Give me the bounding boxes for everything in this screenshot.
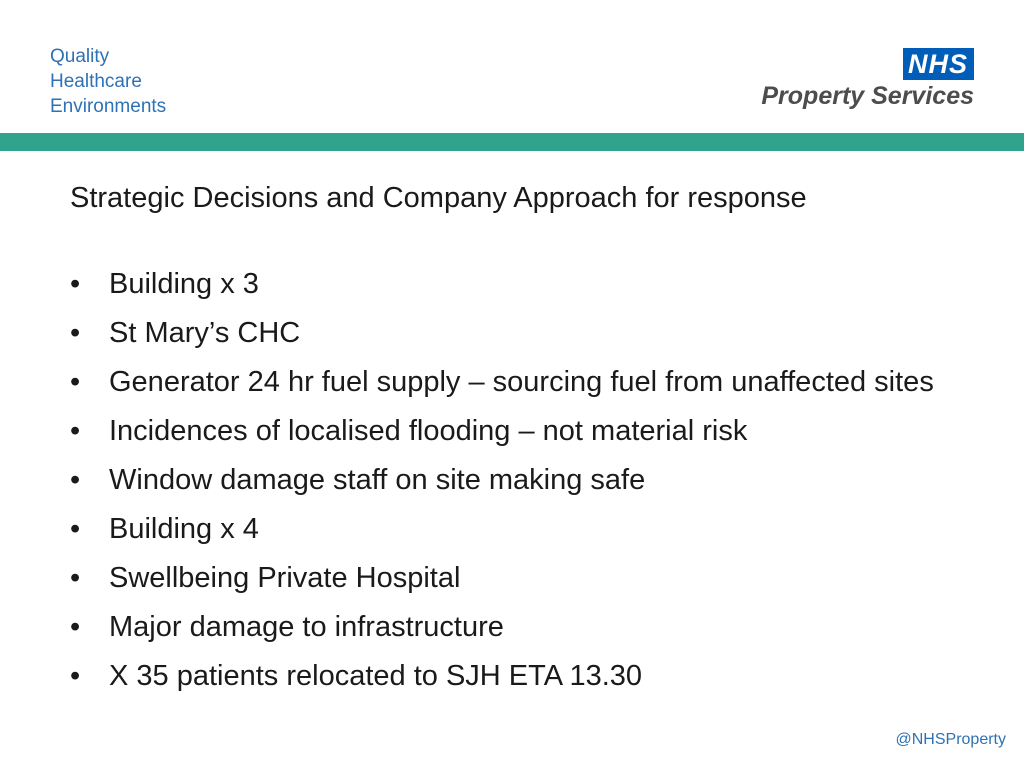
bullet-dot: • bbox=[70, 562, 81, 594]
qhe-logo-text bbox=[50, 44, 166, 119]
twitter-handle: @NHSProperty bbox=[895, 731, 1006, 748]
bullet-text: Window damage staff on site making safe bbox=[109, 464, 646, 496]
bullet-item bbox=[70, 607, 970, 647]
slide-title: Strategic Decisions and Company Approach for response bbox=[70, 182, 807, 214]
bullet-dot: • bbox=[70, 660, 81, 692]
bullet-text: Generator 24 hr fuel supply – sourcing fuel from unaffected sites bbox=[109, 366, 934, 398]
header-divider-bar bbox=[0, 133, 1024, 151]
bullet-text: Building x 3 bbox=[109, 268, 259, 300]
bullet-dot: • bbox=[70, 415, 81, 447]
bullet-item bbox=[70, 509, 970, 549]
bullet-text: X 35 patients relocated to SJH ETA 13.30 bbox=[109, 660, 643, 692]
bullet-dot: • bbox=[70, 366, 81, 398]
qhe-line-healthcare: Healthcare bbox=[50, 71, 142, 92]
bullet-item bbox=[70, 656, 970, 696]
bullet-dot: • bbox=[70, 317, 81, 349]
bullet-text: St Mary’s CHC bbox=[109, 317, 301, 349]
bullet-item bbox=[70, 264, 970, 304]
bullet-text: Swellbeing Private Hospital bbox=[109, 562, 461, 594]
bullet-dot: • bbox=[70, 268, 81, 300]
bullet-item bbox=[70, 411, 970, 451]
bullet-item bbox=[70, 313, 970, 353]
nhs-subtitle: Property Services bbox=[761, 82, 974, 110]
bullet-text: Major damage to infrastructure bbox=[109, 611, 504, 643]
bullet-dot: • bbox=[70, 464, 81, 496]
nhs-badge: NHS bbox=[903, 48, 974, 80]
bullet-item bbox=[70, 362, 970, 402]
bullet-text: Incidences of localised flooding – not material risk bbox=[109, 415, 748, 447]
bullet-dot: • bbox=[70, 611, 81, 643]
bullet-list bbox=[70, 264, 970, 705]
nhs-property-services-logo bbox=[758, 48, 974, 112]
bullet-dot: • bbox=[70, 513, 81, 545]
qhe-line-quality: Quality bbox=[50, 46, 110, 67]
bullet-text: Building x 4 bbox=[109, 513, 259, 545]
bullet-item bbox=[70, 460, 970, 500]
bullet-item bbox=[70, 558, 970, 598]
qhe-line-environments: Environments bbox=[50, 96, 167, 117]
